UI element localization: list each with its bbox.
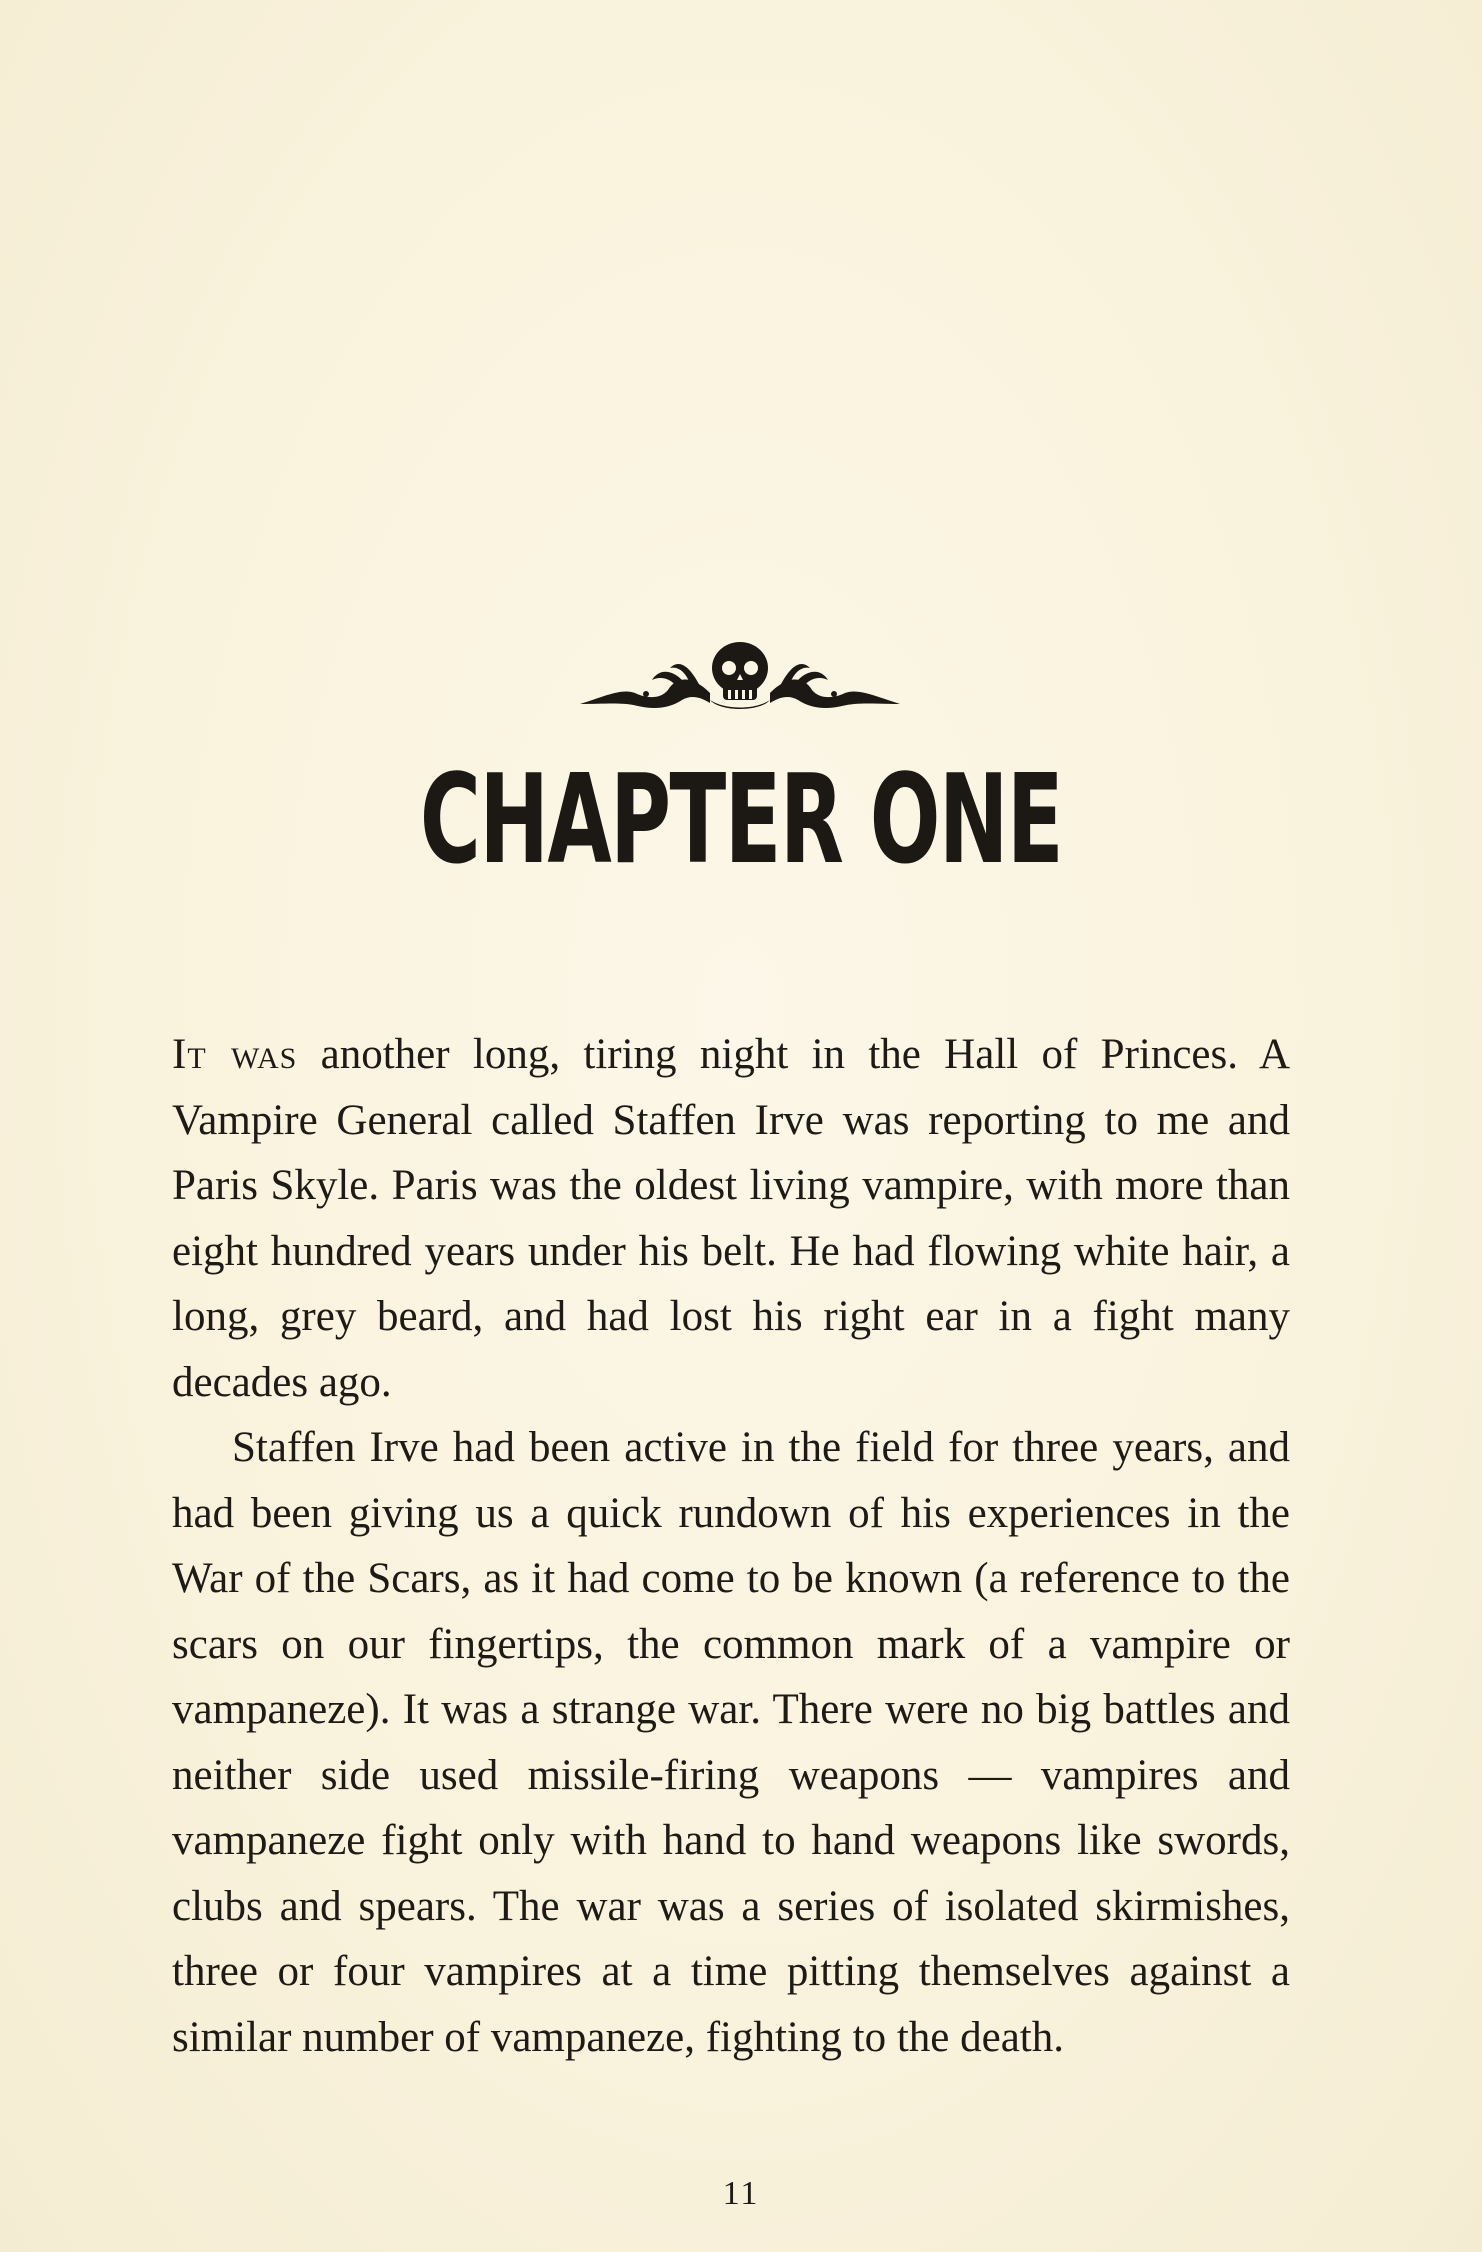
chapter-body [172,1022,1290,2070]
skull-flourish-icon [560,638,920,728]
paragraph-1 [172,1022,1290,1415]
paragraph-2: Staffen Irve had been active in the field for three years, and had been giving us a quick rundown of his experiences in the War of the Scars, as it had come to be known (a reference to the scars on our fingertips, the common mark of a vampire or vampaneze). It was a strange war. There were no big battles and neither side used missile-firing weapons — vampires and vampaneze fight only with hand to hand weapons like swords, clubs and spears. The war was a series of isolated skirmishes, three or four vampires at a time pitting themselves against a similar number of vampaneze, fighting to the death. [172,1424,1290,2061]
page-number: 11 [722,2175,760,2212]
paragraph-1-text: another long, tiring night in the Hall of Princes. A Vampire General called Staffen Irve was reporting to me and Paris Skyle. Paris was the oldest living vampire, with more than eight hundred years under his belt. He had flowing white hair, a long, grey beard, and had lost his right ear in a fight many decades ago. [172,1031,1290,1406]
chapter-title: CHAPTER ONE [419,747,1063,892]
lead-in-small-caps: It was [172,1031,298,1078]
